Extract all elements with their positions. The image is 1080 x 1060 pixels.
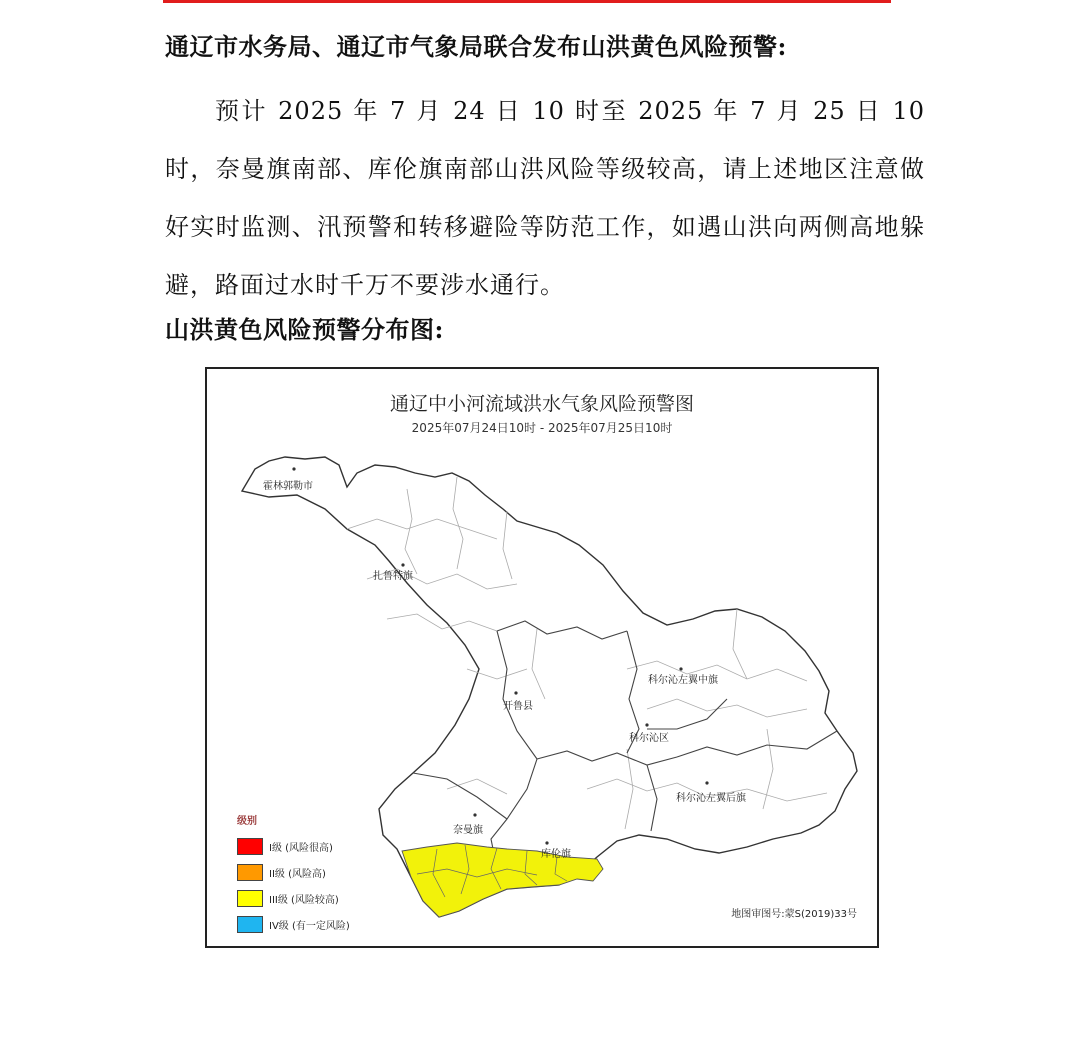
- map-approval-number: 地图审图号:蒙S(2019)33号: [731, 909, 857, 920]
- map-subtitle: 2025年07月24日10时 - 2025年07月25日10时: [411, 421, 673, 435]
- warning-paragraph: 预计 2025 年 7 月 24 日 10 时至 2025 年 7 月 25 日 10 时，奈曼旗南部、库伦旗南部山洪风险等级较高，请上述地区注意做好实时监测、汛预警和转移避险等防范工作，如遇山洪向两侧高地躲避，路面过水时千万不要涉水通行。: [165, 97, 925, 299]
- risk-map: [205, 367, 879, 948]
- legend-title: 级别: [237, 816, 257, 827]
- label-keerqin: 科尔沁区: [629, 733, 669, 744]
- legend-label: I级 (风险很高): [269, 842, 333, 854]
- legend-item: [237, 911, 350, 937]
- legend-item: [237, 833, 350, 859]
- label-kezuohou: 科尔沁左翼后旗: [676, 793, 746, 804]
- label-zhalute: 扎鲁特旗: [373, 571, 413, 582]
- legend-label: IV级 (有一定风险): [269, 920, 350, 932]
- map-title: 通辽中小河流域洪水气象风险预警图: [389, 393, 694, 415]
- label-kulun: 库伦旗: [541, 849, 571, 860]
- map-section-heading: 山洪黄色风险预警分布图:: [165, 315, 444, 344]
- top-red-rule: [163, 0, 891, 3]
- map-legend: [237, 812, 350, 937]
- legend-swatch-red: [237, 838, 263, 855]
- legend-item: [237, 859, 350, 885]
- label-kezuozhong: 科尔沁左翼中旗: [648, 675, 718, 686]
- legend-swatch-blue: [237, 916, 263, 933]
- legend-label: III级 (风险较高): [269, 894, 339, 906]
- legend-label: II级 (风险高): [269, 868, 326, 880]
- legend-item: [237, 885, 350, 911]
- label-naiman: 奈曼旗: [453, 825, 483, 836]
- document-heading: 通辽市水务局、通辽市气象局联合发布山洪黄色风险预警:: [165, 32, 787, 61]
- label-kailu: 开鲁县: [503, 701, 533, 712]
- label-huolinguole: 霍林郭勒市: [263, 481, 313, 492]
- legend-swatch-yellow: [237, 890, 263, 907]
- legend-swatch-orange: [237, 864, 263, 881]
